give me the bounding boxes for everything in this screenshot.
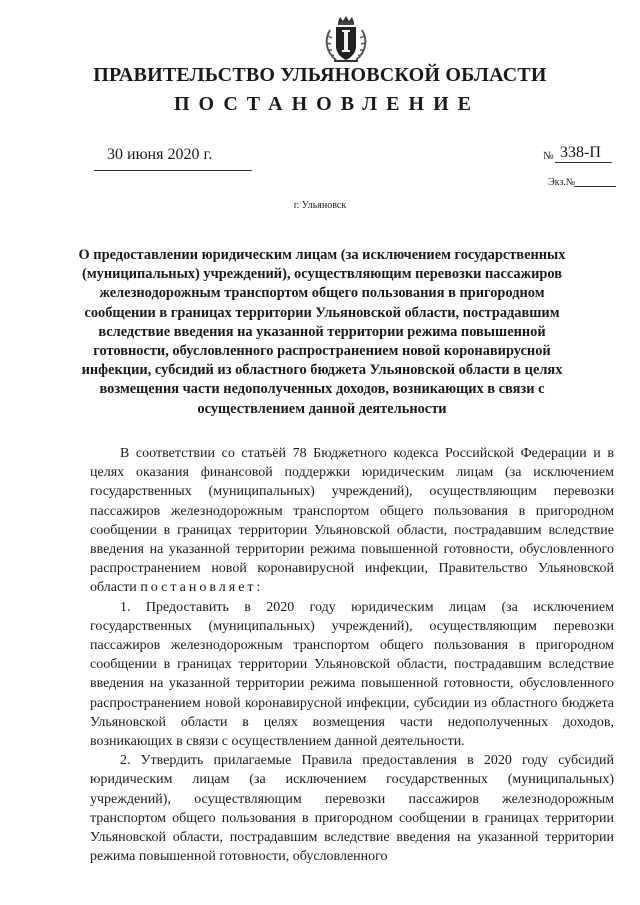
- document-city: г. Ульяновск: [293, 200, 347, 211]
- copy-number-label: Экз.№: [548, 177, 576, 188]
- preamble-paragraph: [90, 444, 614, 598]
- coat-of-arms-icon: [322, 14, 370, 64]
- document-heading: О предоставлении юридическим лицам (за исключением государственных (муниципальных) учреждений), осуществляющим перевозки пассажиров железнодорожным транспортом общего пользования в пригородном сообщении в границах территории Ульяновской области, пострадавшим вследствие введения на указанной территории режима повышенной готовности, обусловленного распространением новой коронавирусной инфекции, субсидий из областного бюджета Ульяновской области в целях возмещения части недополученных доходов, возникающих в связи с осуществлением данной деятельности: [78, 247, 566, 417]
- government-name: ПРАВИТЕЛЬСТВО УЛЬЯНОВСКОЙ ОБЛАСТИ: [93, 64, 547, 86]
- number-underline: [555, 162, 612, 163]
- document-date: 30 июня 2020 г.: [107, 146, 213, 163]
- document-number: 338-П: [560, 144, 601, 161]
- copy-number-underline: [574, 186, 616, 187]
- paragraph-item-1: 1. Предоставить в 2020 году юридическим лицам (за исключением государственных (муниципальных) учреждений), осуществляющим перевозки пассажиров железнодорожным транспортом общего пользования в пригородном сообщении в границах территории Ульяновской области, пострадавшим вследствие введения на указанной территории режима повышенной готовности, обусловленного распространением новой коронавирусной инфекции, субсидии из областного бюджета Ульяновской области в целях возмещения части недополученных доходов, возникающих в связи с осуществлением данной деятельности.: [90, 599, 614, 750]
- paragraph-item-2: 2. Утвердить прилагаемые Правила предоставления в 2020 году субсидий юридическим лицам (за исключением государственных (муниципальных) учреждений), осуществляющим перевозки пассажиров железнодорожным транспортом общего пользования в пригородном сообщении в границах территории Ульяновской области, пострадавшим вследствие введения на указанной территории режима повышенной готовности, обусловленного: [90, 753, 614, 865]
- number-label: №: [543, 150, 554, 162]
- document-body: [90, 444, 614, 875]
- preamble-end-text: Правительство Ульяновской области: [90, 561, 615, 596]
- document-type: ПОСТАНОВЛЕНИЕ: [174, 93, 480, 115]
- paragraph-item-2-wrapper: [90, 751, 614, 875]
- resolution-word: постановляет:: [140, 580, 264, 596]
- preamble-text: В соответствии со статьёй 78 Бюджетного кодекса Российской Федерации и в целях оказания финансовой поддержки юридическим лицам (за исключением государственных (муниципальных) учреждений), осуществляющим перевозки пассажиров железнодорожным транспортом общего пользования в пригородном сообщении в границах территории Ульяновской области, пострадавшим вследствие введения на указанной территории режима повышенной готовности, обусловленного распространением новой коронавирусной инфекции,: [90, 446, 614, 577]
- date-underline: [94, 170, 252, 171]
